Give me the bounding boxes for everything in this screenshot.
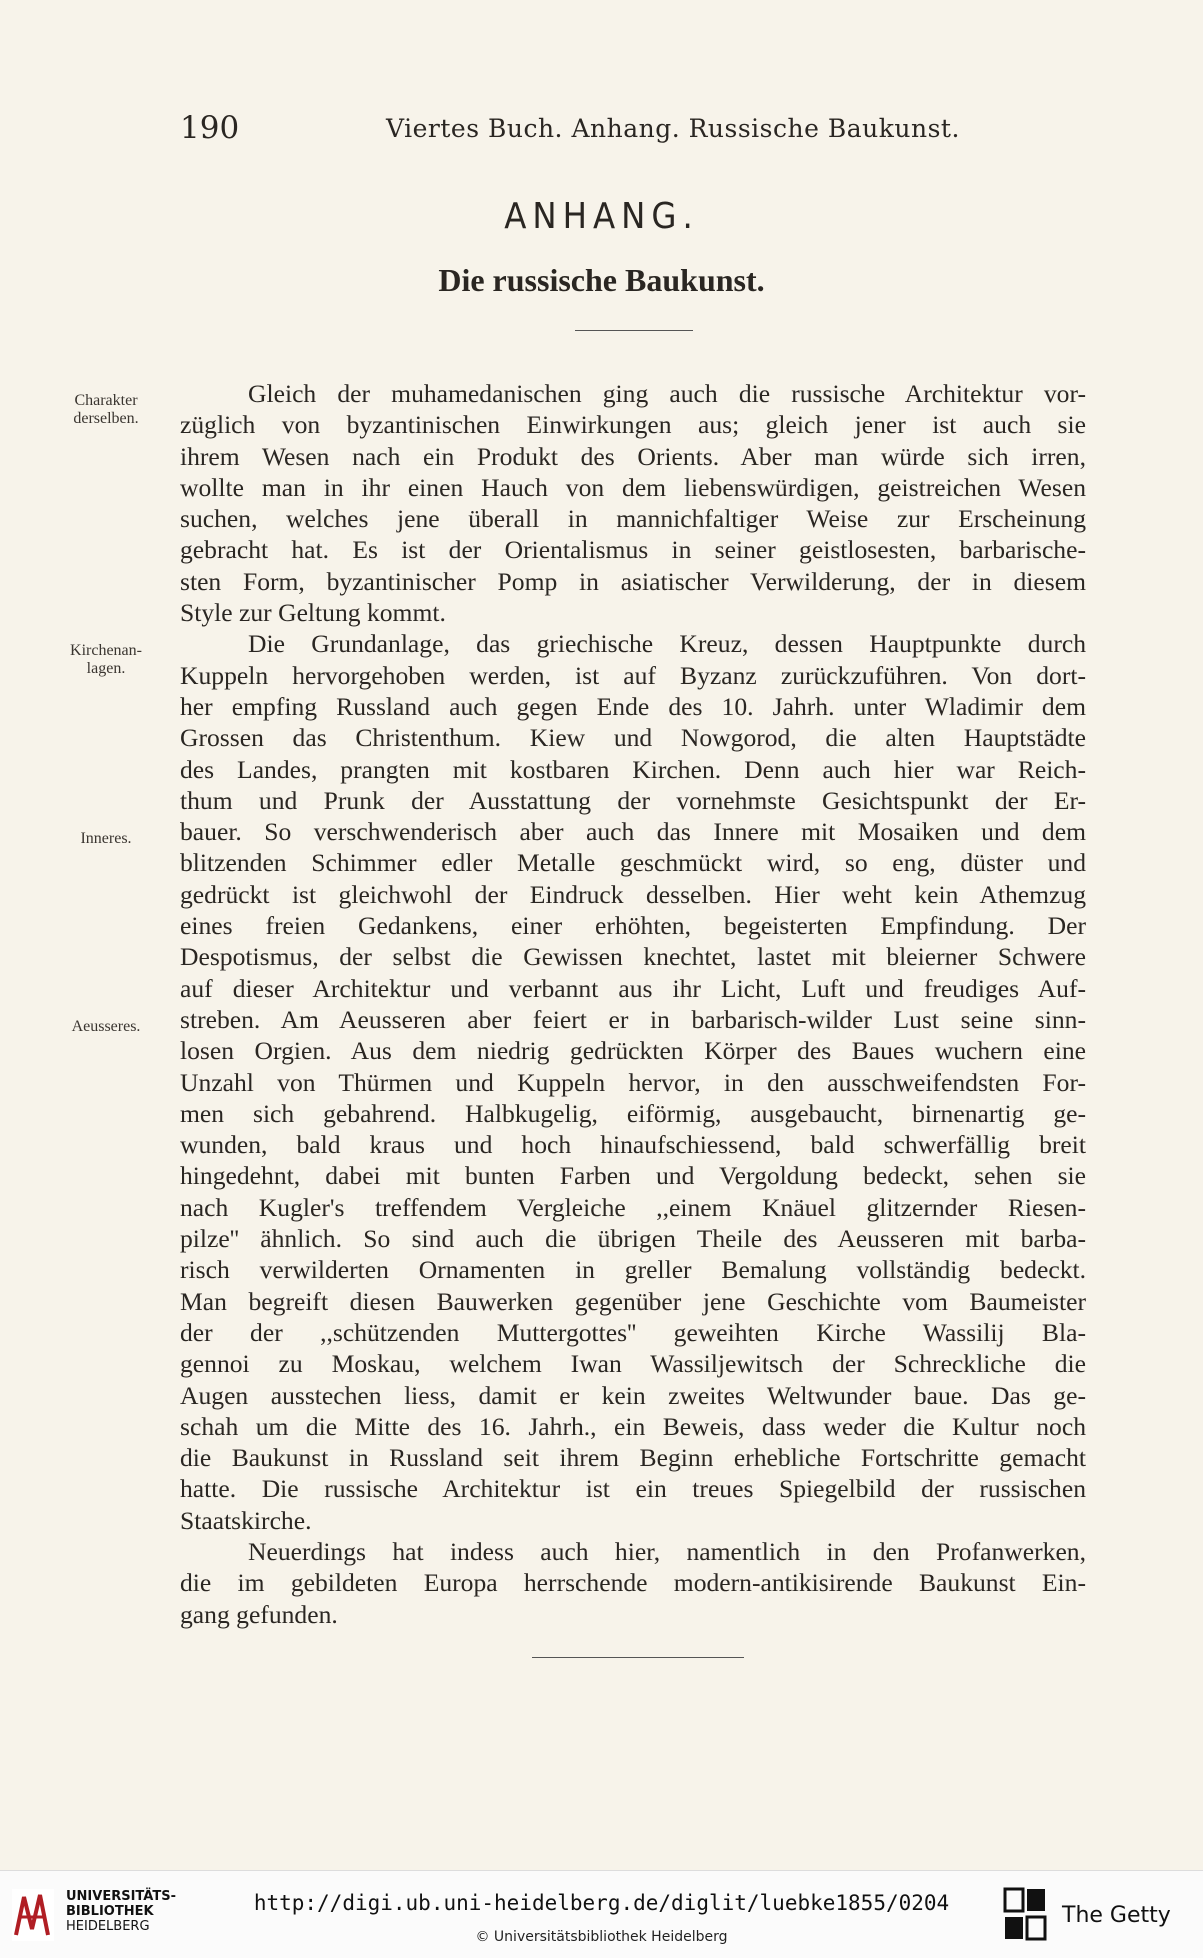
text-line: Grossen das Christenthum. Kiew und Nowgorod, die alten Hauptstädte [180,723,1086,753]
text-line: streben. Am Aeusseren aber feiert er in barbarisch-wilder Lust seine sinn- [180,1004,1086,1034]
running-title: Viertes Buch. Anhang. Russische Baukunst. [386,114,960,143]
text-line: die Baukunst in Russland seit ihrem Beginn erhebliche Fortschritte gemacht [180,1443,1086,1473]
text-line: Augen ausstechen liess, damit er kein zweites Weltwunder baue. Das ge- [180,1380,1086,1410]
text-line: Unzahl von Thürmen und Kuppeln hervor, in den ausschweifendsten For- [180,1067,1086,1097]
text-line: bauer. So verschwenderisch aber auch das Innere mit Mosaiken und dem [180,817,1086,847]
text-line: des Landes, prangten mit kostbaren Kirchen. Denn auch hier war Reich- [180,754,1086,784]
text-line: eines freien Gedankens, einer erhöhten, begeisterten Empfindung. Der [180,911,1086,941]
text-line: wollte man in ihr einen Hauch von dem liebenswürdigen, geistreichen Wesen [180,472,1086,502]
getty-logo-icon [1003,1887,1047,1943]
text-line: Gleich der muhamedanischen ging auch die russische Architektur vor- [248,379,1086,408]
text-line: Style zur Geltung kommt. [180,598,446,628]
getty-label: The Getty [1062,1903,1171,1928]
text-line: pilze'' ähnlich. So sind auch die übrigen Theile des Aeusseren mit barba- [180,1224,1086,1254]
body-text [180,378,1086,1630]
text-line: hingedehnt, dabei mit bunten Farben und Vergoldung bedeckt, sehen sie [180,1161,1086,1191]
page-header [180,110,1080,150]
text-line: gennoi zu Moskau, welchem Iwan Wassiljewitsch der Schreckliche die [180,1349,1086,1379]
text-line: Despotismus, der selbst die Gewissen knechtet, lastet mit bleierner Schwere [180,942,1086,972]
text-line: gebracht hat. Es ist der Orientalismus in seiner geistlosesten, barbarische- [180,535,1086,565]
text-line: blitzenden Schimmer edler Metalle geschmückt wird, so eng, düster und [180,848,1086,878]
marginal-note: Aeusseres. [71,1018,141,1035]
section-subtitle: Die russische Baukunst. [438,262,765,298]
title-rule [575,330,693,331]
text-line: Staatskirche. [180,1505,312,1535]
digital-url-link[interactable]: http://digi.ub.uni-heidelberg.de/diglit/luebke1855/0204 [253,1891,950,1915]
copyright-notice: © Universitätsbibliothek Heidelberg [475,1929,728,1945]
library-name: UNIVERSITÄTS- BIBLIOTHEK HEIDELBERG [66,1889,176,1934]
marginal-note: Charakter derselben. [73,392,139,427]
text-line: Man begreift diesen Bauwerken gegenüber jene Geschichte vom Baumeister [180,1286,1086,1316]
text-line: Die Grundanlage, das griechische Kreuz, dessen Hauptpunkte durch [248,629,1086,659]
text-line: die im gebildeten Europa herrschende modern-antikisirende Baukunst Ein- [180,1568,1086,1598]
marginal-note: Inneres. [80,830,132,847]
text-line: wunden, bald kraus und hoch hinaufschiessend, bald schwerfällig breit [180,1130,1086,1160]
text-line: men sich gebahrend. Halbkugelig, eiförmig, ausgebaucht, birnenartig ge- [180,1098,1086,1128]
text-line: ihrem Wesen nach ein Produkt des Orients. Aber man würde sich irren, [180,441,1086,471]
text-line: auf dieser Architektur und verbannt aus ihr Licht, Luft und freudiges Auf- [180,973,1086,1003]
paragraph [180,628,1086,1536]
text-line: hatte. Die russische Architektur ist ein treues Spiegelbild der russischen [180,1474,1086,1504]
text-line: her empfing Russland auch gegen Ende des 10. Jahrh. unter Wladimir dem [180,691,1086,721]
text-line: der der ,,schützenden Muttergottes'' geweihten Kirche Wassilij Bla- [180,1317,1086,1347]
end-rule [532,1657,744,1658]
text-line: suchen, welches jene überall in mannichfaltiger Weise zur Erscheinung [180,504,1086,534]
text-line: schah um die Mitte des 16. Jahrh., ein Beweis, dass weder die Kultur noch [180,1411,1086,1441]
text-line: Kuppeln hervorgehoben werden, ist auf Byzanz zurückzuführen. Von dort- [180,660,1086,690]
text-line: losen Orgien. Aus dem niedrig gedrückten Körper des Baues wuchern eine [180,1036,1086,1066]
page-number: 190 [180,110,240,146]
footer-bar [0,1870,1203,1958]
text-line: Neuerdings hat indess auch hier, namentlich in den Profanwerken, [248,1536,1086,1566]
text-line: sten Form, byzantinischer Pomp in asiatischer Verwilderung, der in diesem [180,566,1086,596]
text-line: risch verwilderten Ornamenten in greller Bemalung vollständig bedeckt. [180,1255,1086,1285]
paragraph [180,1536,1086,1630]
text-line: gang gefunden. [180,1599,338,1629]
marginal-note: Kirchenan- lagen. [70,642,142,677]
section-title: ANHANG. [504,196,699,237]
text-line: züglich von byzantinischen Einwirkungen aus; gleich jener ist auch sie [180,410,1086,440]
text-line: gedrückt ist gleichwohl der Eindruck desselben. Hier weht kein Athemzug [180,879,1086,909]
paragraph [180,378,1086,628]
text-line: nach Kugler's treffendem Vergleiche ,,einem Knäuel glitzernder Riesen- [180,1192,1086,1222]
text-line: thum und Prunk der Ausstattung der vornehmste Gesichtspunkt der Er- [180,785,1086,815]
